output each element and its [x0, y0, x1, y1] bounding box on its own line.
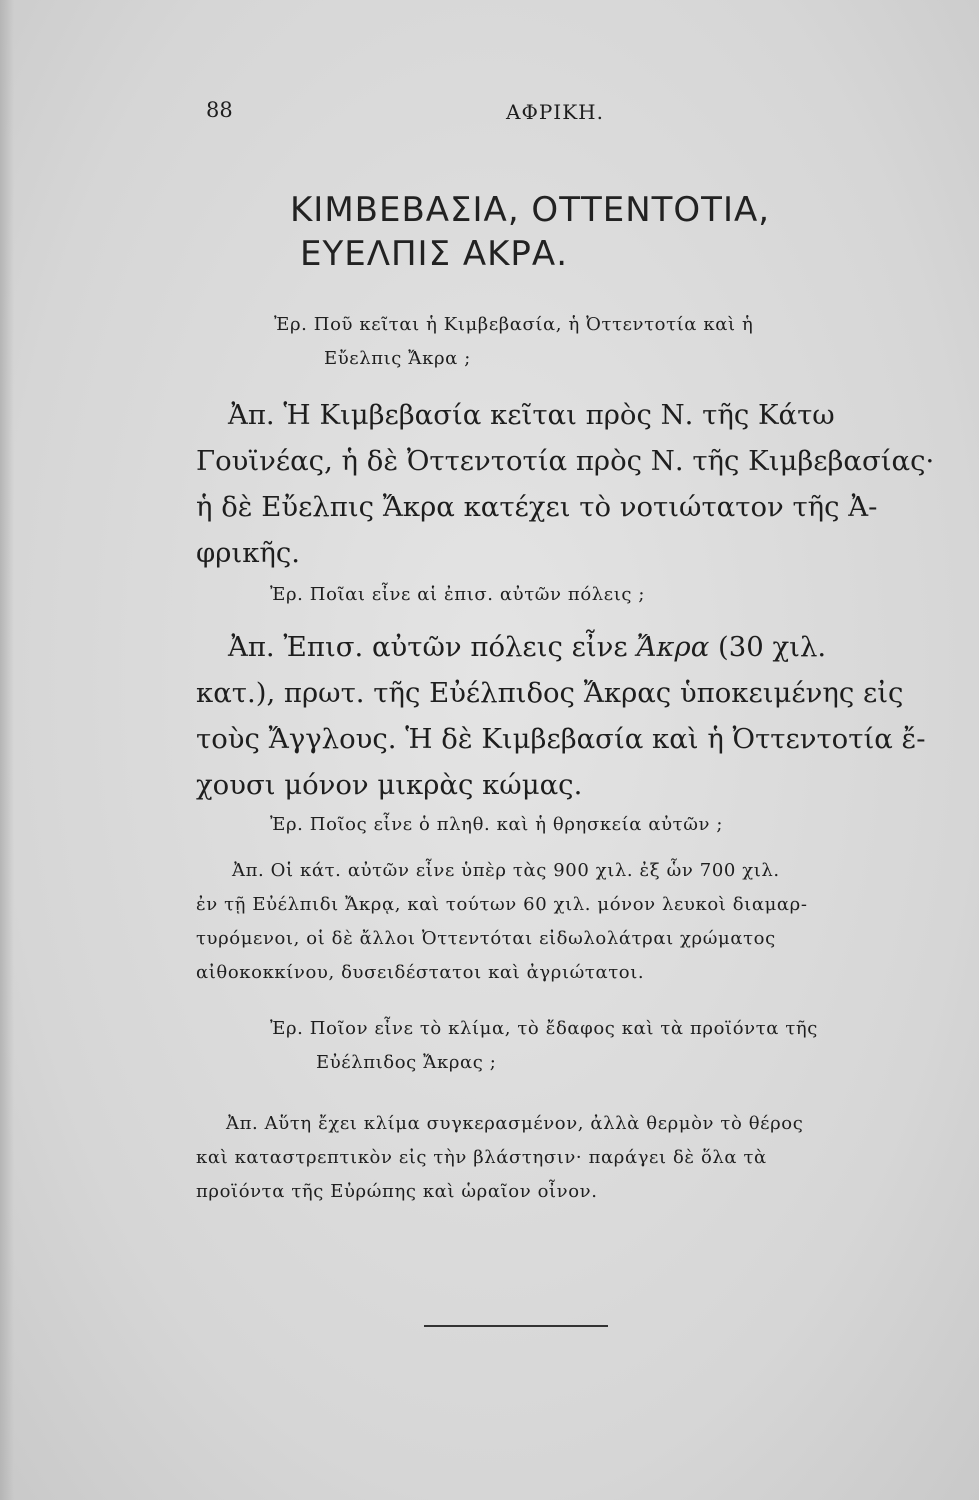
- answer-2-line-1-end: (30 χιλ.: [709, 631, 827, 663]
- question-3-line-1: Ἐρ. Ποῖος εἶνε ὁ πληθ. καὶ ἡ θρησκεία αὐτῶν ;: [270, 814, 723, 835]
- answer-2: [196, 624, 936, 808]
- question-1-line-1: Ἐρ. Ποῦ κεῖται ἡ Κιμβεβασία, ἡ Ὀττεντοτία καὶ ἡ: [274, 314, 754, 335]
- answer-1: [196, 392, 936, 576]
- question-1: [274, 308, 934, 376]
- answer-1-line-4: φρικῆς.: [196, 537, 301, 569]
- answer-4-line-2: καὶ καταστρεπτικὸν εἰς τὴν βλάστησιν· παράγει δὲ ὅλα τὰ: [196, 1147, 767, 1168]
- answer-4-line-1: Ἀπ. Αὕτη ἔχει κλίμα συγκερασμένον, ἀλλὰ θερμὸν τὸ θέρος: [226, 1113, 804, 1134]
- answer-1-line-3: ἡ δὲ Εὔελπις Ἄκρα κατέχει τὸ νοτιώτατον τῆς Ἀ-: [196, 491, 878, 523]
- answer-4: [196, 1107, 936, 1209]
- question-3: [270, 808, 979, 842]
- answer-3-line-2: ἐν τῇ Εὐέλπιδι Ἄκρᾳ, καὶ τούτων 60 χιλ. μόνον λευκοὶ διαμαρ-: [196, 894, 808, 915]
- answer-3-line-3: τυρόμενοι, οἱ δὲ ἄλλοι Ὀττεντόται εἰδωλολάτραι χρώματος: [196, 928, 776, 949]
- answer-3-line-1: Ἀπ. Οἱ κάτ. αὐτῶν εἶνε ὑπὲρ τὰς 900 χιλ. ἐξ ὧν 700 χιλ.: [232, 860, 780, 881]
- question-4-line-2: Εὐέλπιδος Ἄκρας ;: [316, 1052, 497, 1073]
- answer-1-line-1: Ἀπ. Ἡ Κιμβεβασία κεῖται πρὸς Ν. τῆς Κάτω: [228, 399, 835, 431]
- answer-2-line-1-start: Ἀπ. Ἐπισ. αὐτῶν πόλεις εἶνε: [228, 631, 637, 663]
- answer-2-line-2: κατ.), πρωτ. τῆς Εὐέλπιδος Ἄκρας ὑποκειμένης εἰς: [196, 677, 904, 709]
- answer-1-line-2: Γουϊνέας, ἡ δὲ Ὀττεντοτία πρὸς Ν. τῆς Κιμβεβασίας·: [196, 445, 935, 477]
- chapter-title-line-1: ΚΙΜΒΕΒΑΣΙΑ, ΟΤΤΕΝΤΟΤΙΑ,: [290, 190, 771, 230]
- page-number: 88: [206, 98, 233, 122]
- question-4: [270, 1012, 979, 1080]
- question-2: [270, 578, 979, 612]
- section-divider-rule: [424, 1325, 608, 1327]
- answer-2-line-4: χουσι μόνον μικρὰς κώμας.: [196, 769, 583, 801]
- question-1-line-2: Εὔελπις Ἄκρα ;: [324, 348, 471, 369]
- question-4-line-1: Ἐρ. Ποῖον εἶνε τὸ κλίμα, τὸ ἔδαφος καὶ τὰ προϊόντα τῆς: [270, 1018, 818, 1039]
- page-edge-shadow: [0, 0, 14, 1500]
- answer-2-italic-akra: Ἄκρα: [636, 631, 710, 663]
- page-header: [0, 98, 979, 128]
- answer-2-line-1: [196, 624, 936, 670]
- answer-3: [196, 854, 936, 990]
- answer-3-line-4: αἰθοκοκκίνου, δυσειδέστατοι καὶ ἀγριώτατοι.: [196, 962, 645, 983]
- question-2-line-1: Ἐρ. Ποῖαι εἶνε αἱ ἐπισ. αὐτῶν πόλεις ;: [270, 584, 646, 605]
- chapter-title: [290, 188, 850, 276]
- running-title: ΑΦΡΙΚΗ.: [506, 100, 604, 124]
- chapter-title-line-2: ΕΥΕΛΠΙΣ ΑΚΡΑ.: [300, 234, 568, 274]
- answer-4-line-3: προϊόντα τῆς Εὐρώπης καὶ ὡραῖον οἶνον.: [196, 1181, 598, 1202]
- answer-2-line-3: τοὺς Ἄγγλους. Ἡ δὲ Κιμβεβασία καὶ ἡ Ὀττεντοτία ἔ-: [196, 723, 926, 755]
